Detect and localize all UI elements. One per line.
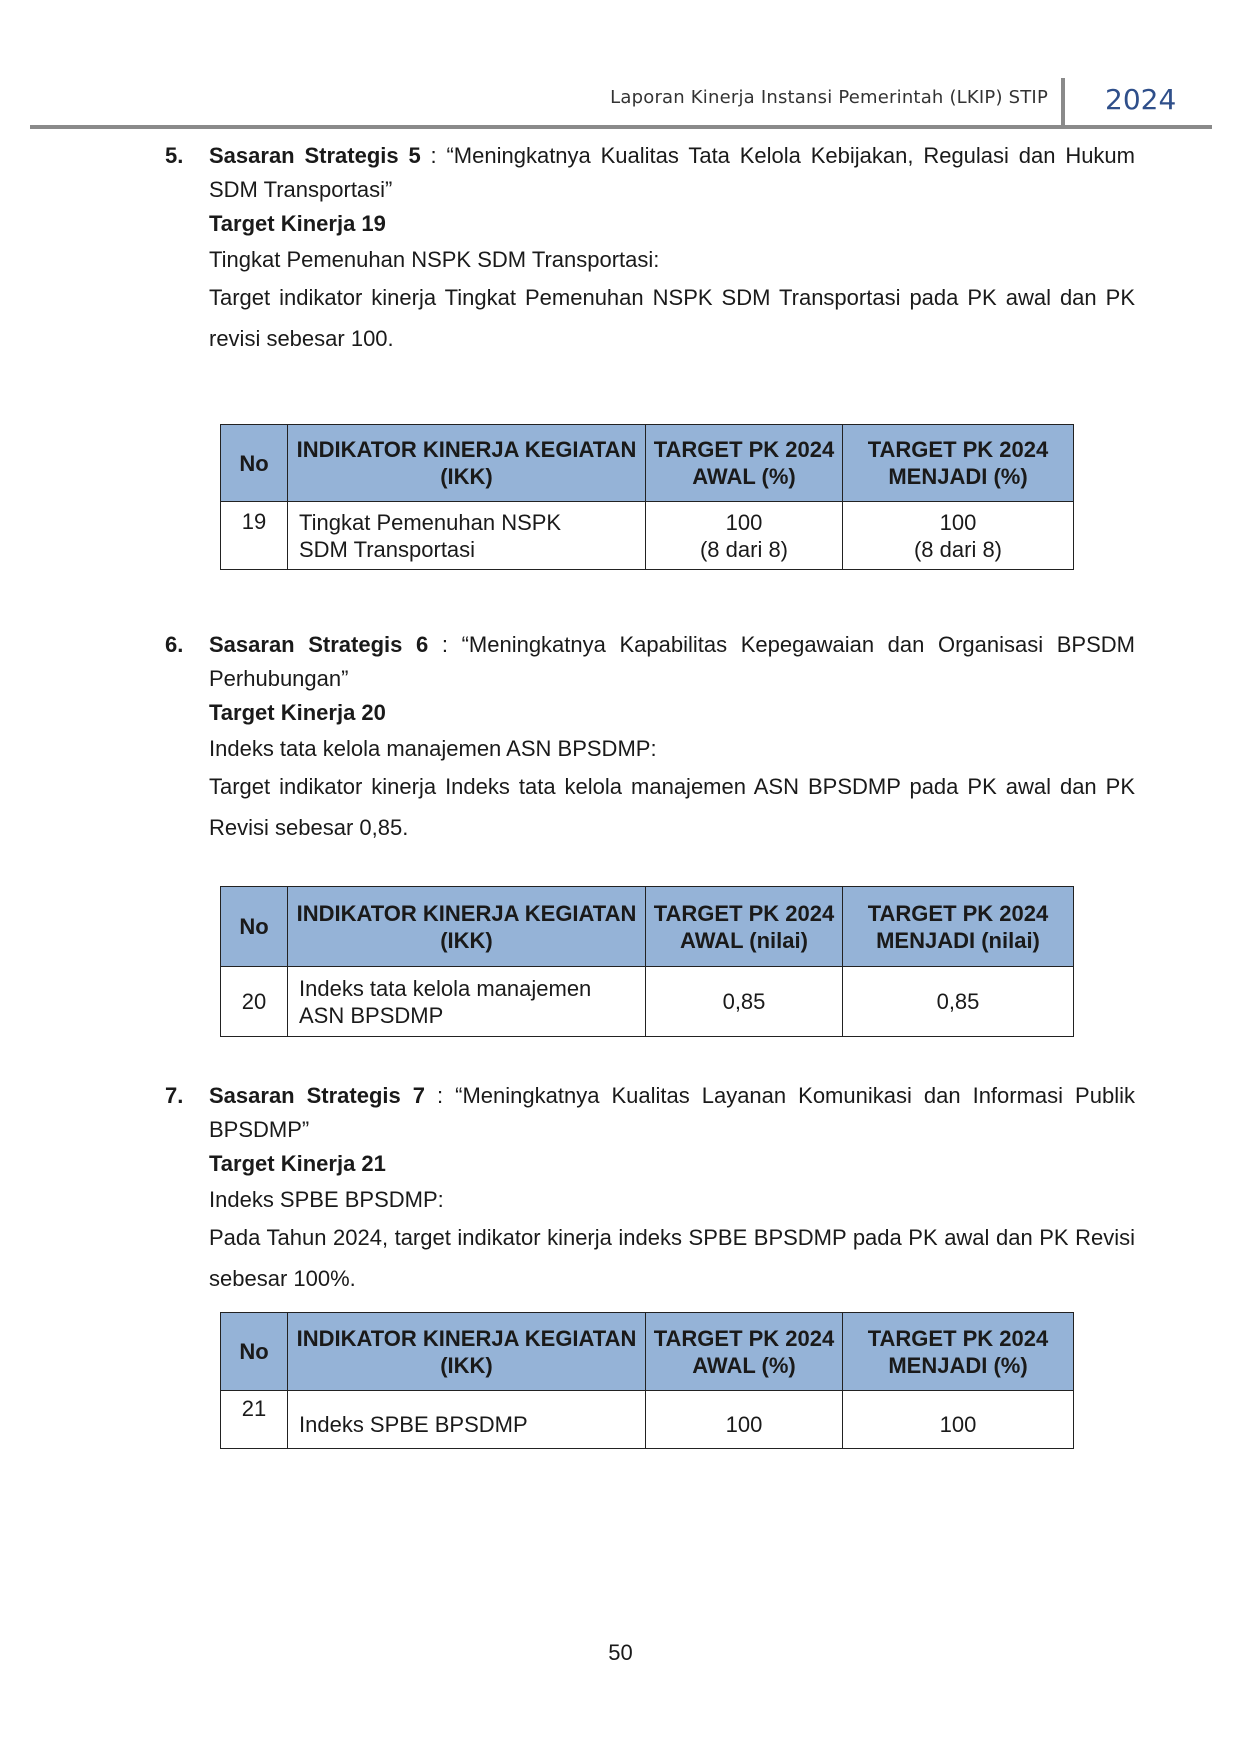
description: Target indikator kinerja Indeks tata kelola manajemen ASN BPSDMP pada PK awal dan PK Revisi sebesar 0,85. — [209, 774, 1135, 840]
page-number: 50 — [608, 1640, 633, 1665]
header-indikator: INDIKATOR KINERJA KEGIATAN (IKK) — [288, 1313, 646, 1391]
table-row — [221, 967, 1074, 1037]
header-no: No — [221, 887, 288, 967]
indikator-line: SDM Transportasi — [299, 536, 476, 562]
section-heading — [209, 628, 1135, 696]
value-line: 0,85 — [722, 989, 766, 1014]
value-line: 100 — [725, 509, 763, 535]
section-number: 5. — [165, 143, 184, 168]
target-title: Target Kinerja 19 — [209, 211, 386, 236]
section-number: 6. — [165, 632, 184, 657]
page-header-title: Laporan Kinerja Instansi Pemerintah (LKIP) STIP — [610, 87, 1048, 108]
indikator-line: Tingkat Pemenuhan NSPK — [299, 509, 562, 535]
header-no: No — [221, 425, 288, 502]
target-title: Target Kinerja 20 — [209, 700, 386, 725]
section-body — [209, 1079, 1135, 1299]
section-body — [209, 139, 1135, 359]
ikk-table-20 — [220, 886, 1074, 1037]
cell-indikator — [288, 1391, 646, 1449]
cell-indikator — [288, 967, 646, 1037]
table-header-row — [221, 1313, 1074, 1391]
cell-target-awal — [646, 502, 843, 570]
indikator-line: Indeks SPBE BPSDMP — [299, 1412, 528, 1437]
header-target-awal: TARGET PK 2024 AWAL (%) — [646, 1313, 843, 1391]
section-body — [209, 628, 1135, 848]
heading-rest: : “Meningkatnya Kualitas Layanan Komunikasi dan Informasi Publik BPSDMP” — [209, 1083, 1135, 1142]
section-heading — [209, 1079, 1135, 1147]
target-title: Target Kinerja 21 — [209, 1151, 386, 1176]
section-heading — [209, 139, 1135, 207]
table-header-row — [221, 887, 1074, 967]
cell-target-awal — [646, 1391, 843, 1449]
table-header-row — [221, 425, 1074, 502]
indicator-name: Tingkat Pemenuhan NSPK SDM Transportasi: — [209, 247, 660, 272]
cell-target-awal — [646, 967, 843, 1037]
heading-bold: Sasaran Strategis 6 — [209, 632, 429, 657]
header-target-awal: TARGET PK 2024 AWAL (%) — [646, 425, 843, 502]
description: Pada Tahun 2024, target indikator kinerja indeks SPBE BPSDMP pada PK awal dan PK Revisi sebesar 100%. — [209, 1225, 1135, 1291]
value-line: 0,85 — [936, 989, 980, 1014]
cell-target-menjadi — [843, 1391, 1074, 1449]
value-line: 100 — [725, 1412, 763, 1437]
value-line: (8 dari 8) — [699, 536, 789, 562]
heading-bold: Sasaran Strategis 7 — [209, 1083, 426, 1108]
value-line: 100 — [939, 509, 977, 535]
section-number: 7. — [165, 1083, 184, 1108]
header-indikator: INDIKATOR KINERJA KEGIATAN (IKK) — [288, 887, 646, 967]
header-rule — [30, 125, 1212, 129]
description: Target indikator kinerja Tingkat Pemenuhan NSPK SDM Transportasi pada PK awal dan PK revisi sebesar 100. — [209, 285, 1135, 351]
value-line: (8 dari 8) — [913, 536, 1003, 562]
header-target-menjadi: TARGET PK 2024 MENJADI (nilai) — [843, 887, 1074, 967]
header-target-menjadi: TARGET PK 2024 MENJADI (%) — [843, 1313, 1074, 1391]
table-row — [221, 502, 1074, 570]
indikator-line: ASN BPSDMP — [299, 1002, 444, 1028]
indicator-name: Indeks SPBE BPSDMP: — [209, 1187, 444, 1212]
heading-rest: : “Meningkatnya Kualitas Tata Kelola Kebijakan, Regulasi dan Hukum SDM Transportasi” — [209, 143, 1135, 202]
table-row — [221, 1391, 1074, 1449]
cell-no: 21 — [221, 1391, 288, 1449]
header-vertical-divider — [1061, 78, 1065, 125]
indikator-line: Indeks tata kelola manajemen — [299, 975, 592, 1001]
cell-no: 19 — [221, 502, 288, 570]
value-line: 100 — [939, 1412, 977, 1437]
header-no: No — [221, 1313, 288, 1391]
indicator-name: Indeks tata kelola manajemen ASN BPSDMP: — [209, 736, 657, 761]
heading-rest: : “Meningkatnya Kapabilitas Kepegawaian dan Organisasi BPSDM Perhubungan” — [209, 632, 1135, 691]
cell-indikator — [288, 502, 646, 570]
ikk-table-21 — [220, 1312, 1074, 1449]
header-target-menjadi: TARGET PK 2024 MENJADI (%) — [843, 425, 1074, 502]
heading-bold: Sasaran Strategis 5 — [209, 143, 421, 168]
ikk-table-19 — [220, 424, 1074, 570]
cell-no: 20 — [221, 967, 288, 1037]
header-target-awal: TARGET PK 2024 AWAL (nilai) — [646, 887, 843, 967]
header-indikator: INDIKATOR KINERJA KEGIATAN (IKK) — [288, 425, 646, 502]
page-header-year: 2024 — [1105, 83, 1177, 116]
cell-target-menjadi — [843, 502, 1074, 570]
cell-target-menjadi — [843, 967, 1074, 1037]
